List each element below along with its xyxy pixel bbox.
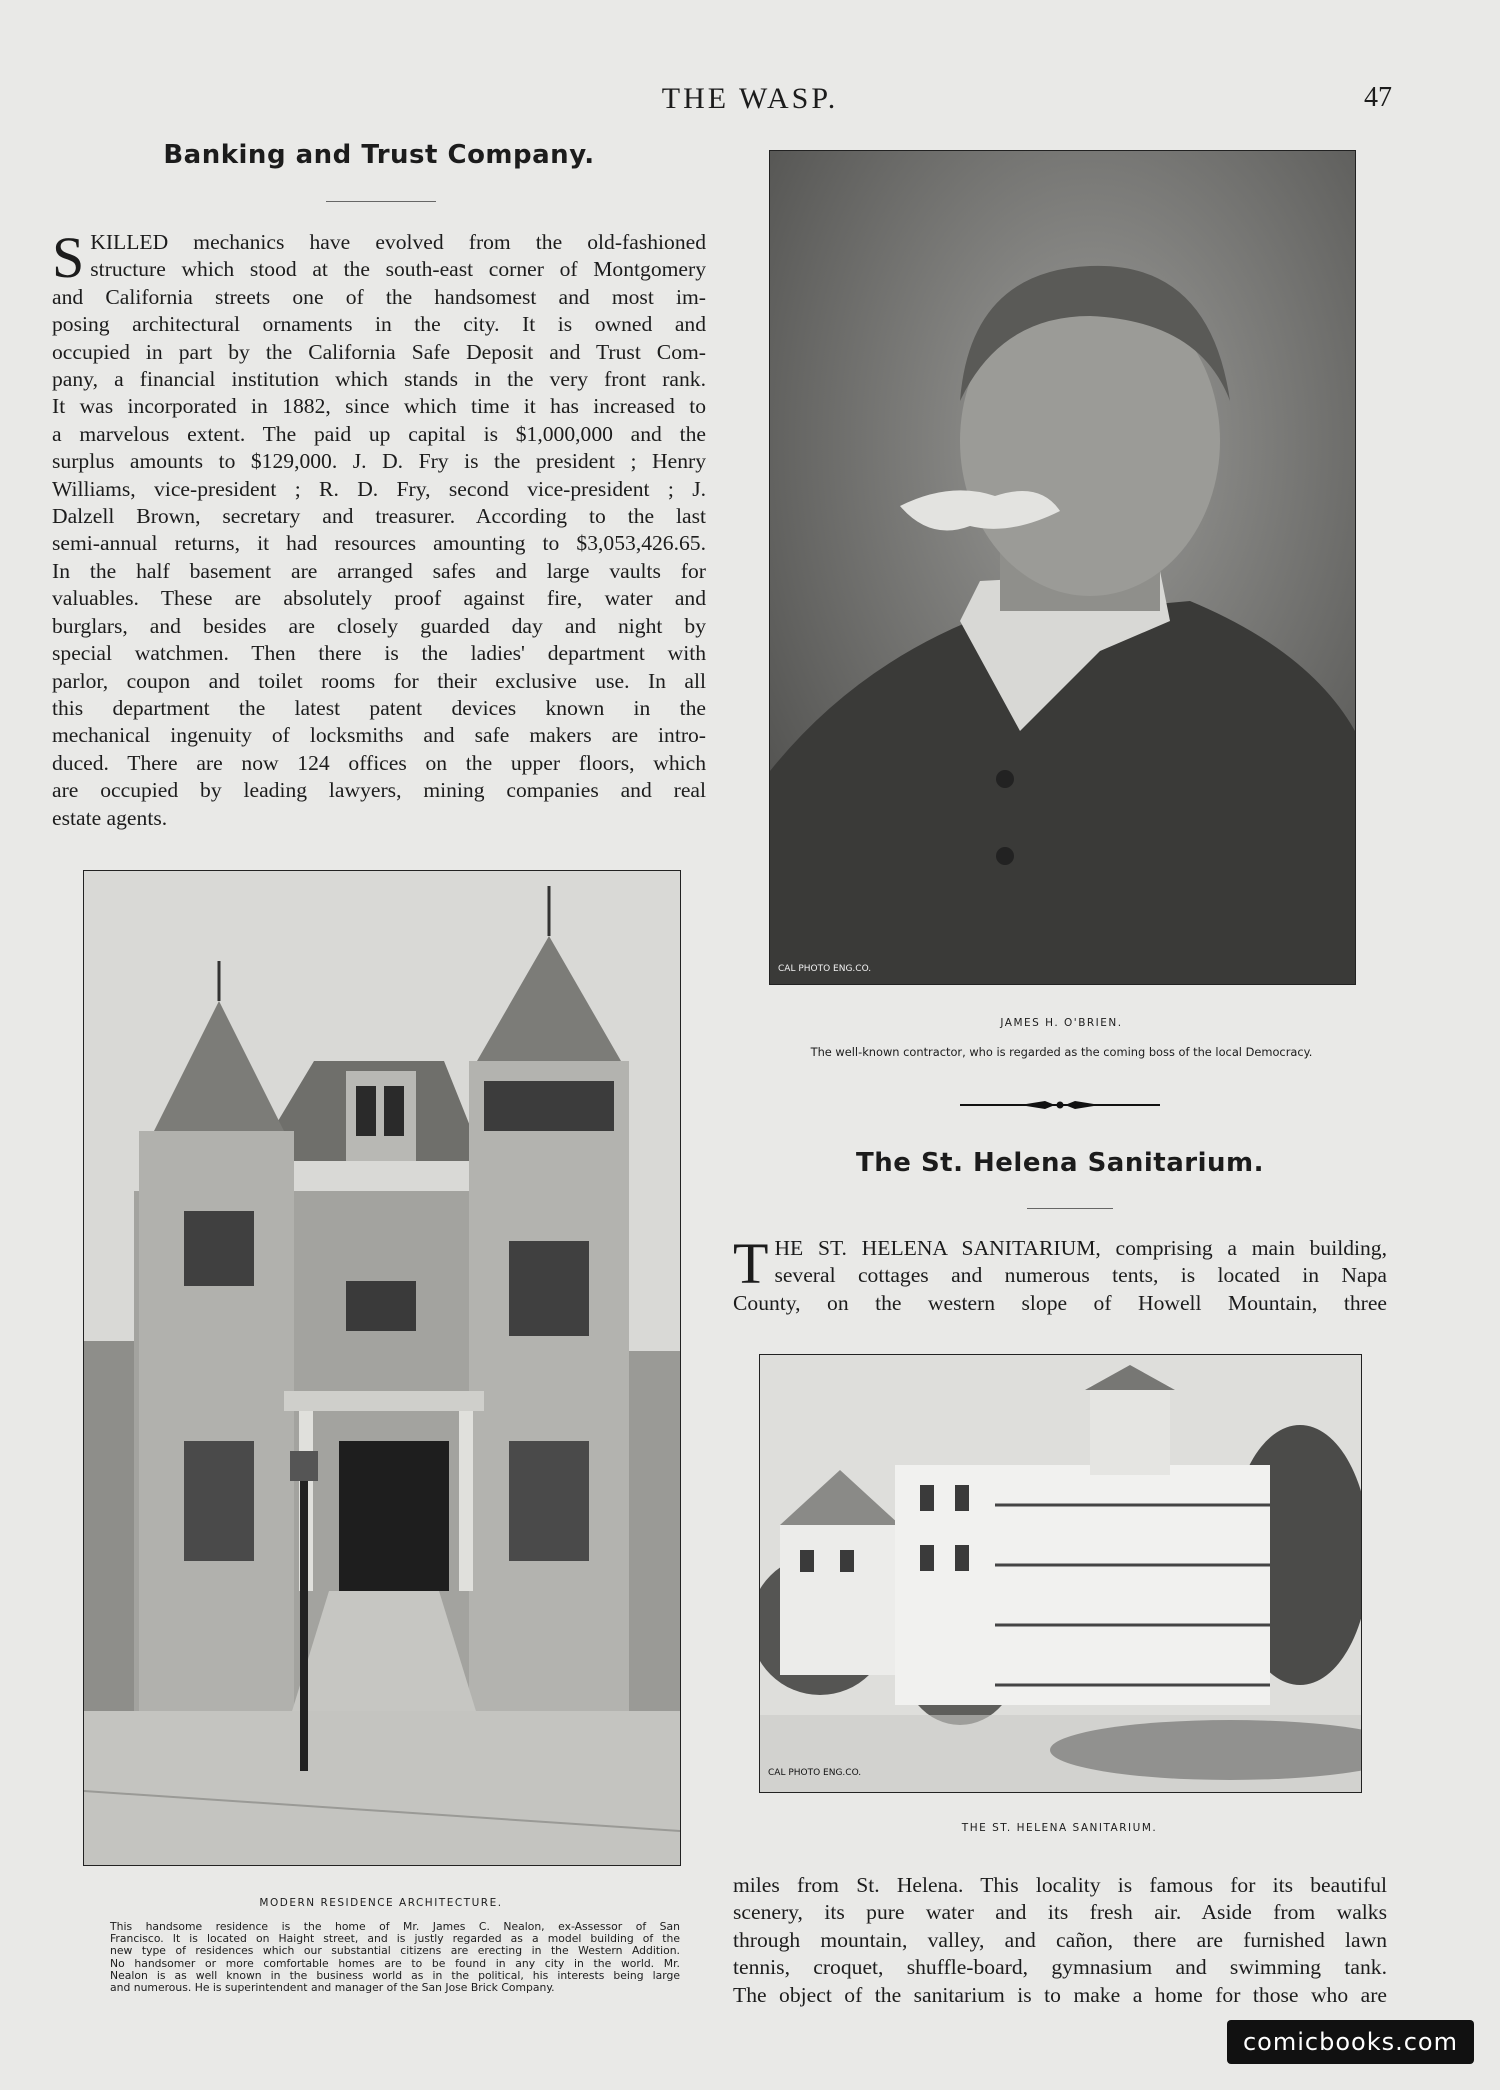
text-line: several cottages and numerous tents, is located in Napa [774,1263,1387,1288]
text-line: scenery, its pure water and its fresh air. Aside from walks [733,1900,1387,1925]
text-line: In the half basement are arranged safes and large vaults for [52,558,706,583]
ornamental-divider [960,1097,1160,1111]
residence-caption [110,1921,680,1994]
banking-article-lines [52,225,706,832]
text-line: The object of the sanitarium is to make a home for those who are [733,1982,1387,2007]
text-line: and California streets one of the handsomest and most im- [52,284,706,309]
text-line: parlor, coupon and toilet rooms for their exclusive use. In all [52,668,706,693]
text-line: duced. There are now 124 offices on the upper floors, which [52,750,706,775]
text-line: new type of residences which our substantial citizens are erecting in the Western Addition. [110,1944,680,1958]
text-line: estate agents. [52,805,168,830]
text-line: This handsome residence is the home of Mr. James C. Nealon, ex-Assessor of San [110,1920,680,1933]
portrait-photo [769,150,1356,985]
residence-illustration [84,871,680,1865]
residence-photo [83,870,681,1866]
text-line: KILLED mechanics have evolved from the old-fashioned [90,230,706,254]
text-line: Dalzell Brown, secretary and treasurer. According to the last [52,504,706,529]
text-line: through mountain, valley, and cañon, there are furnished lawn [733,1927,1387,1952]
portrait-illustration [770,151,1355,984]
text-line: HE ST. HELENA SANITARIUM, comprising a main building, [774,1236,1387,1260]
text-line: a marvelous extent. The paid up capital is $1,000,000 and the [52,421,706,446]
page-number: 47 [1364,82,1392,113]
watermark-badge: comicbooks.com [1227,2020,1474,2064]
sanitarium-illustration [760,1355,1361,1792]
text-line: Francisco. It is located on Haight street, and is justly regarded as a model building of the [110,1932,680,1946]
portrait-caption-text: The well-known contractor, who is regarded as the coming boss of the local Democracy. [810,1045,1313,1059]
text-line: posing architectural ornaments in the city. It is owned and [52,312,706,337]
text-line: semi-annual returns, it had resources amounting to $3,053,426.65. [52,531,706,556]
text-line: Nealon is as well known in the business world as in the political, his interests being large [110,1968,680,1982]
text-line: occupied in part by the California Safe Deposit and Trust Com- [52,339,706,364]
text-line: County, on the western slope of Howell Mountain, three [733,1290,1387,1315]
text-line: special watchmen. Then there is the ladies' department with [52,641,706,666]
text-line: Williams, vice-president ; R. D. Fry, second vice-president ; J. [52,476,706,501]
drop-cap: T [733,1231,769,1296]
sanitarium-engraver-mark: CAL PHOTO ENG.CO. [768,1768,862,1778]
text-line: pany, a financial institution which stands in the very front rank. [52,367,706,392]
text-line: mechanical ingenuity of locksmiths and safe makers are intro- [52,723,706,748]
text-line: this department the latest patent devices known in the [52,695,706,720]
text-line: valuables. These are absolutely proof against fire, water and [52,586,706,611]
portrait-engraver-mark: CAL PHOTO ENG.CO. [778,964,872,974]
banking-article-title: Banking and Trust Company. [163,140,595,170]
text-line: tennis, croquet, shuffle-board, gymnasium and swimming tank. [733,1955,1387,1980]
sanitarium-article-continued [733,1872,1387,2009]
sanitarium-intro-lines [733,1231,1387,1317]
drop-cap: S [52,225,85,290]
text-line: It was incorporated in 1882, since which time it has increased to [52,394,706,419]
residence-caption-title: MODERN RESIDENCE ARCHITECTURE. [259,1897,503,1909]
text-line: are occupied by leading lawyers, mining companies and real [52,778,706,803]
text-line: structure which stood at the south-east corner of Montgomery [90,257,706,282]
running-head: THE WASP. [661,82,839,115]
title-rule [1027,1208,1113,1209]
sanitarium-photo-caption: THE ST. HELENA SANITARIUM. [961,1822,1158,1834]
text-line: burglars, and besides are closely guarded day and night by [52,613,706,638]
banking-article-body [52,225,706,832]
title-rule [326,201,436,202]
text-line: and numerous. He is superintendent and manager of the San Jose Brick Company. [110,1981,555,1995]
portrait-caption-title: JAMES H. O'BRIEN. [1000,1017,1123,1029]
sanitarium-photo [759,1354,1362,1793]
text-line: surplus amounts to $129,000. J. D. Fry is the president ; Henry [52,449,706,474]
sanitarium-article-intro [733,1231,1387,1317]
text-line: No handsomer or more comfortable homes are to be found in any city in the world. Mr. [110,1956,680,1970]
text-line: miles from St. Helena. This locality is famous for its beautiful [733,1873,1387,1897]
sanitarium-article-title: The St. Helena Sanitarium. [856,1148,1264,1178]
